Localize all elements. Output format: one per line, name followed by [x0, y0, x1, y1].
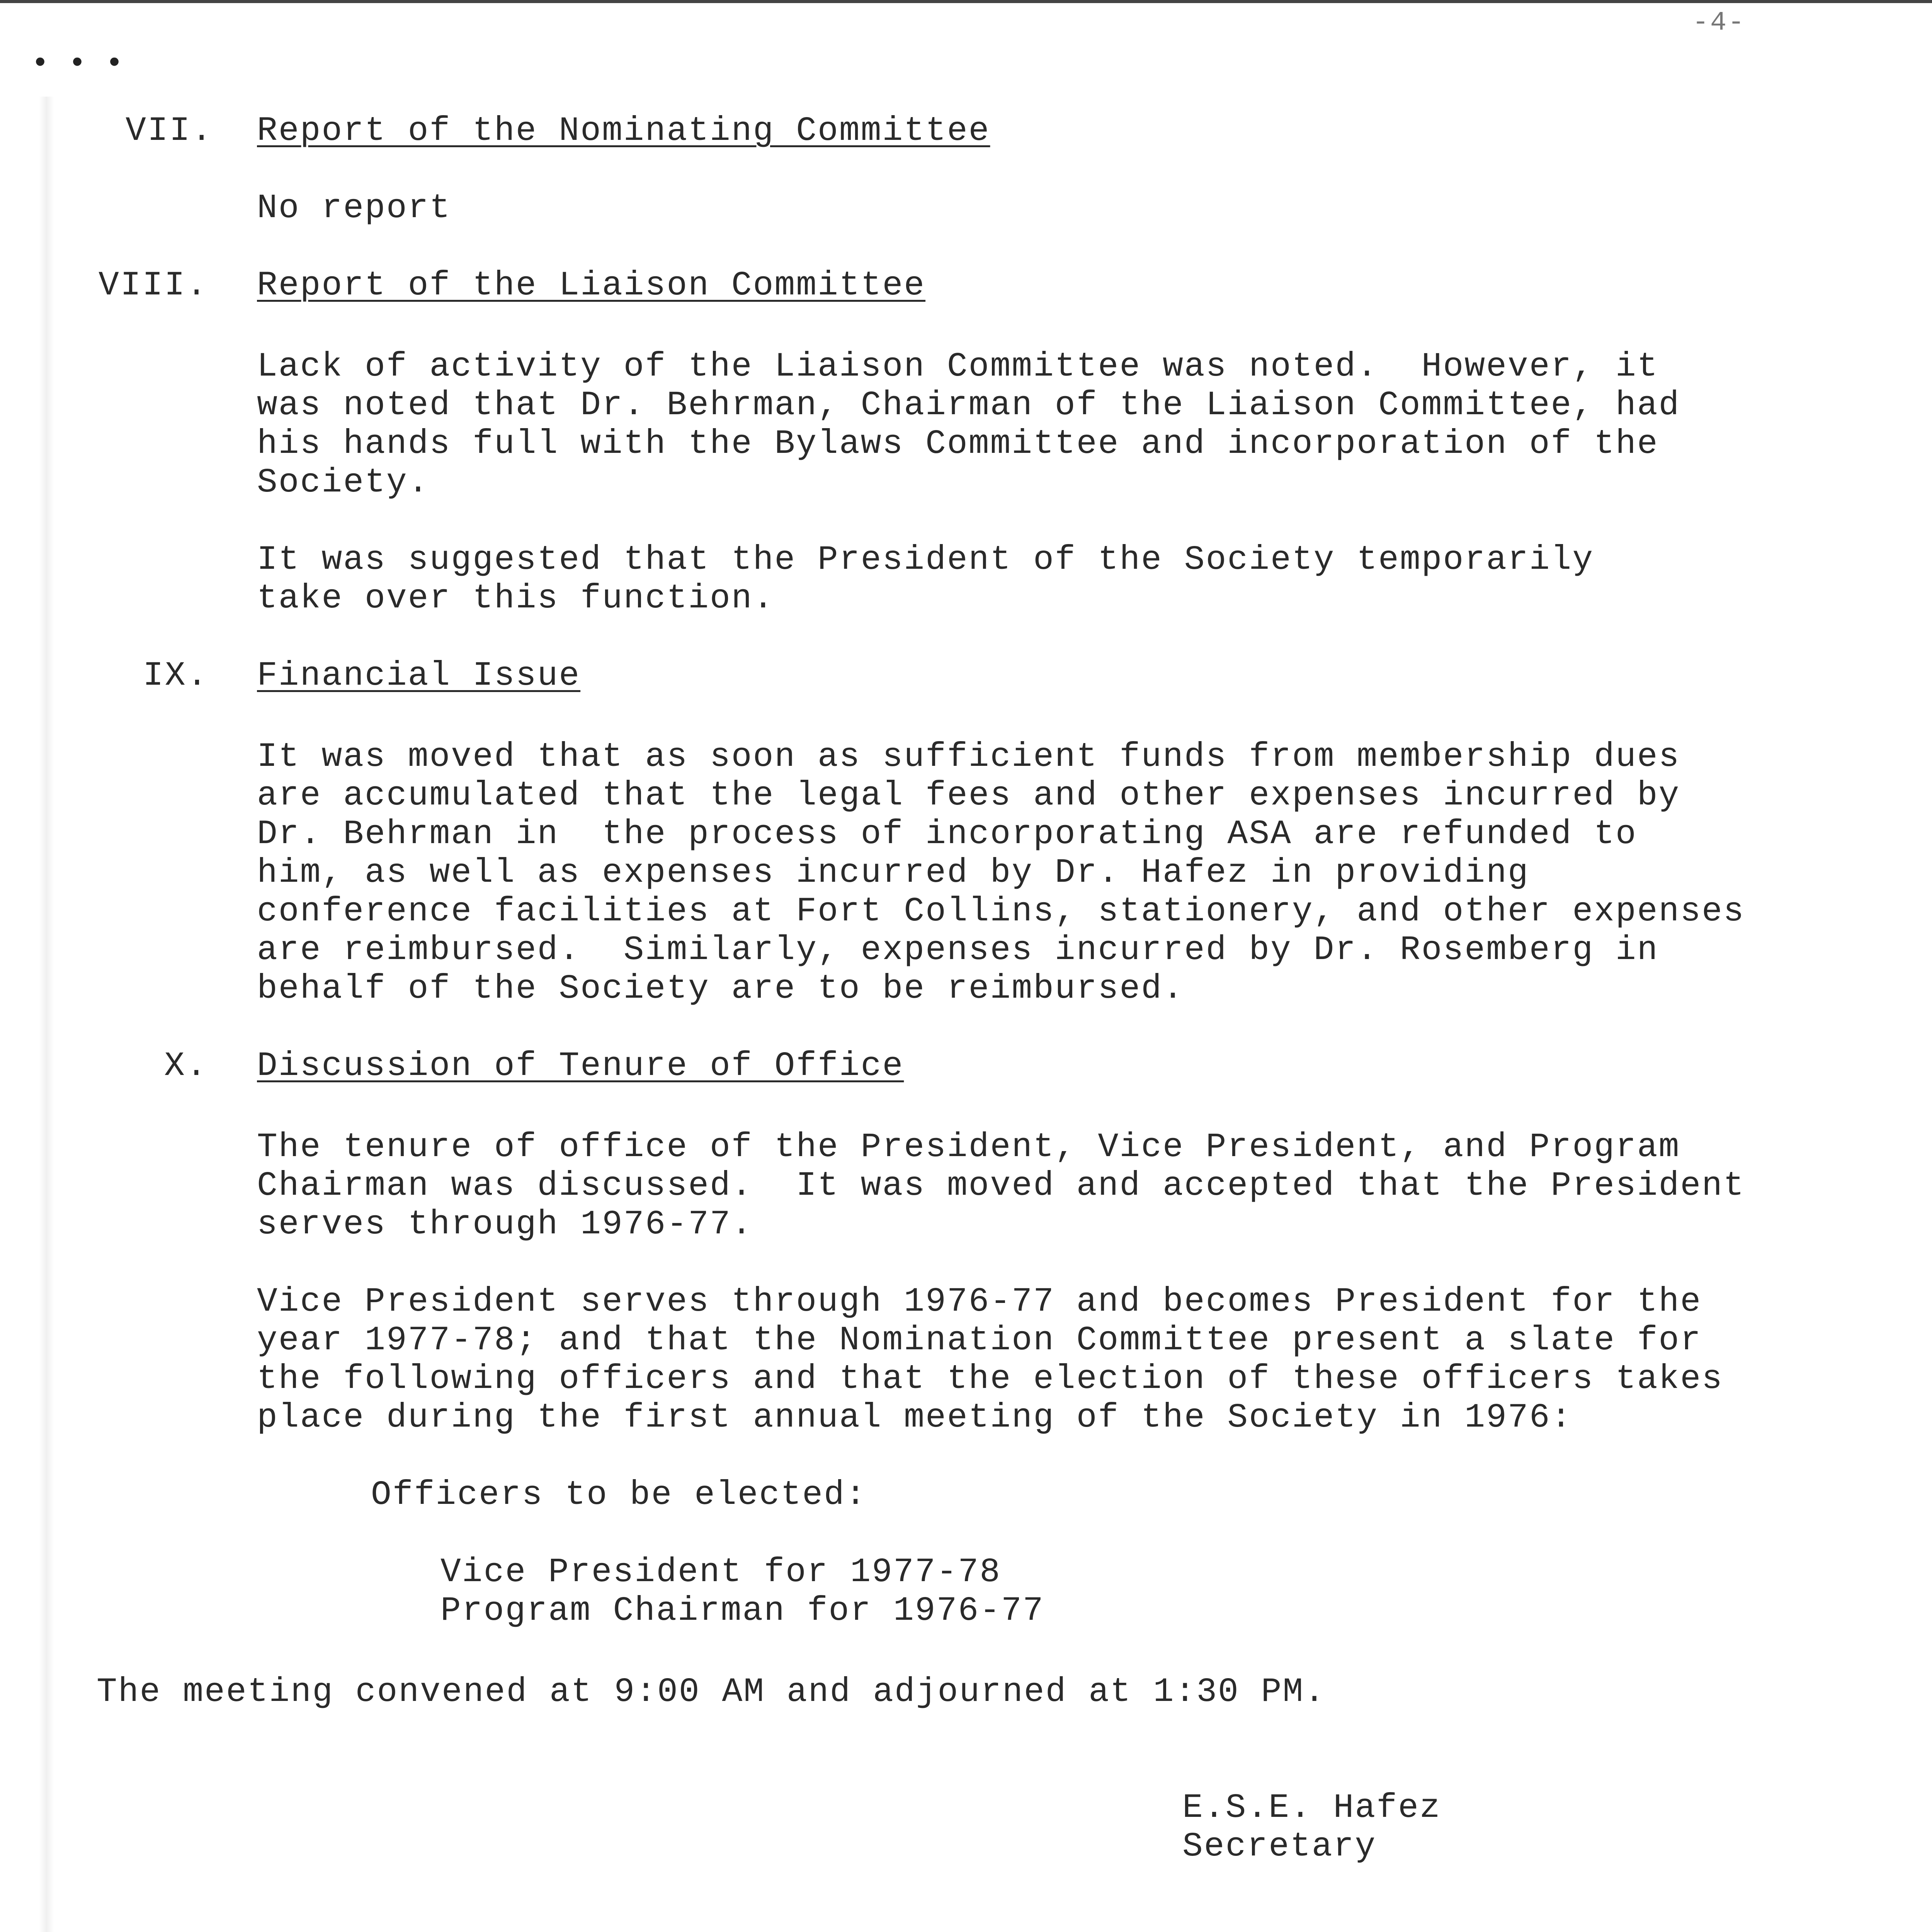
officer-item: Program Chairman for 1976-77: [440, 1592, 1044, 1630]
officers-label: Officers to be elected:: [371, 1476, 867, 1514]
section-body-x-p2: Vice President serves through 1976-77 and becomes President for the year 1977-78; and that the Nomination Committee present a slate for the following officers and that the election of these officers takes place during the first annual meeting of the Society in 1976:: [257, 1283, 1723, 1437]
left-edge-shadow: [39, 97, 54, 1932]
section-body-viii-p1: Lack of activity of the Liaison Committee was noted. However, it was noted that Dr. Behrman, Chairman of the Liaison Committee, had his hands full with the Bylaws Committee and incorporation of the Society.: [257, 348, 1680, 502]
section-numeral-ix: IX.: [143, 657, 209, 695]
section-numeral-x: X.: [164, 1047, 208, 1085]
closing-line: The meeting convened at 9:00 AM and adjourned at 1:30 PM.: [97, 1673, 1326, 1711]
signature-title: Secretary: [1182, 1828, 1377, 1866]
section-heading-viii: Report of the Liaison Committee: [257, 267, 926, 305]
section-numeral-vii: VII.: [126, 112, 214, 150]
top-edge-shadow: [0, 0, 1932, 3]
section-numeral-viii: VIII.: [99, 267, 209, 305]
officer-item: Vice President for 1977-78: [440, 1553, 1002, 1592]
section-heading-x: Discussion of Tenure of Office: [257, 1047, 904, 1085]
page-number: -4-: [1692, 8, 1746, 38]
section-heading-vii: Report of the Nominating Committee: [257, 112, 990, 150]
signature-name: E.S.E. Hafez: [1182, 1789, 1441, 1827]
section-heading-ix: Financial Issue: [257, 657, 581, 695]
section-body-vii: No report: [257, 189, 451, 228]
section-body-ix: It was moved that as soon as sufficient funds from membership dues are accumulated that the legal fees and other expenses incurred by Dr. Behrman in the process of incorporating ASA are refunded to him, as well as expenses incurred by Dr. Hafez in providing conference facilities at Fort Collins, stationery, and other expenses are reimbursed. Similarly, expenses incurred by Dr. Rosemberg in behalf of the Society are to be reimbursed.: [257, 738, 1745, 1008]
section-body-viii-p2: It was suggested that the President of the Society temporarily take over this function.: [257, 541, 1594, 618]
corner-marks: • • •: [31, 46, 124, 82]
section-body-x-p1: The tenure of office of the President, Vice President, and Program Chairman was discussed. It was moved and accepted that the President serves through 1976-77.: [257, 1128, 1745, 1244]
